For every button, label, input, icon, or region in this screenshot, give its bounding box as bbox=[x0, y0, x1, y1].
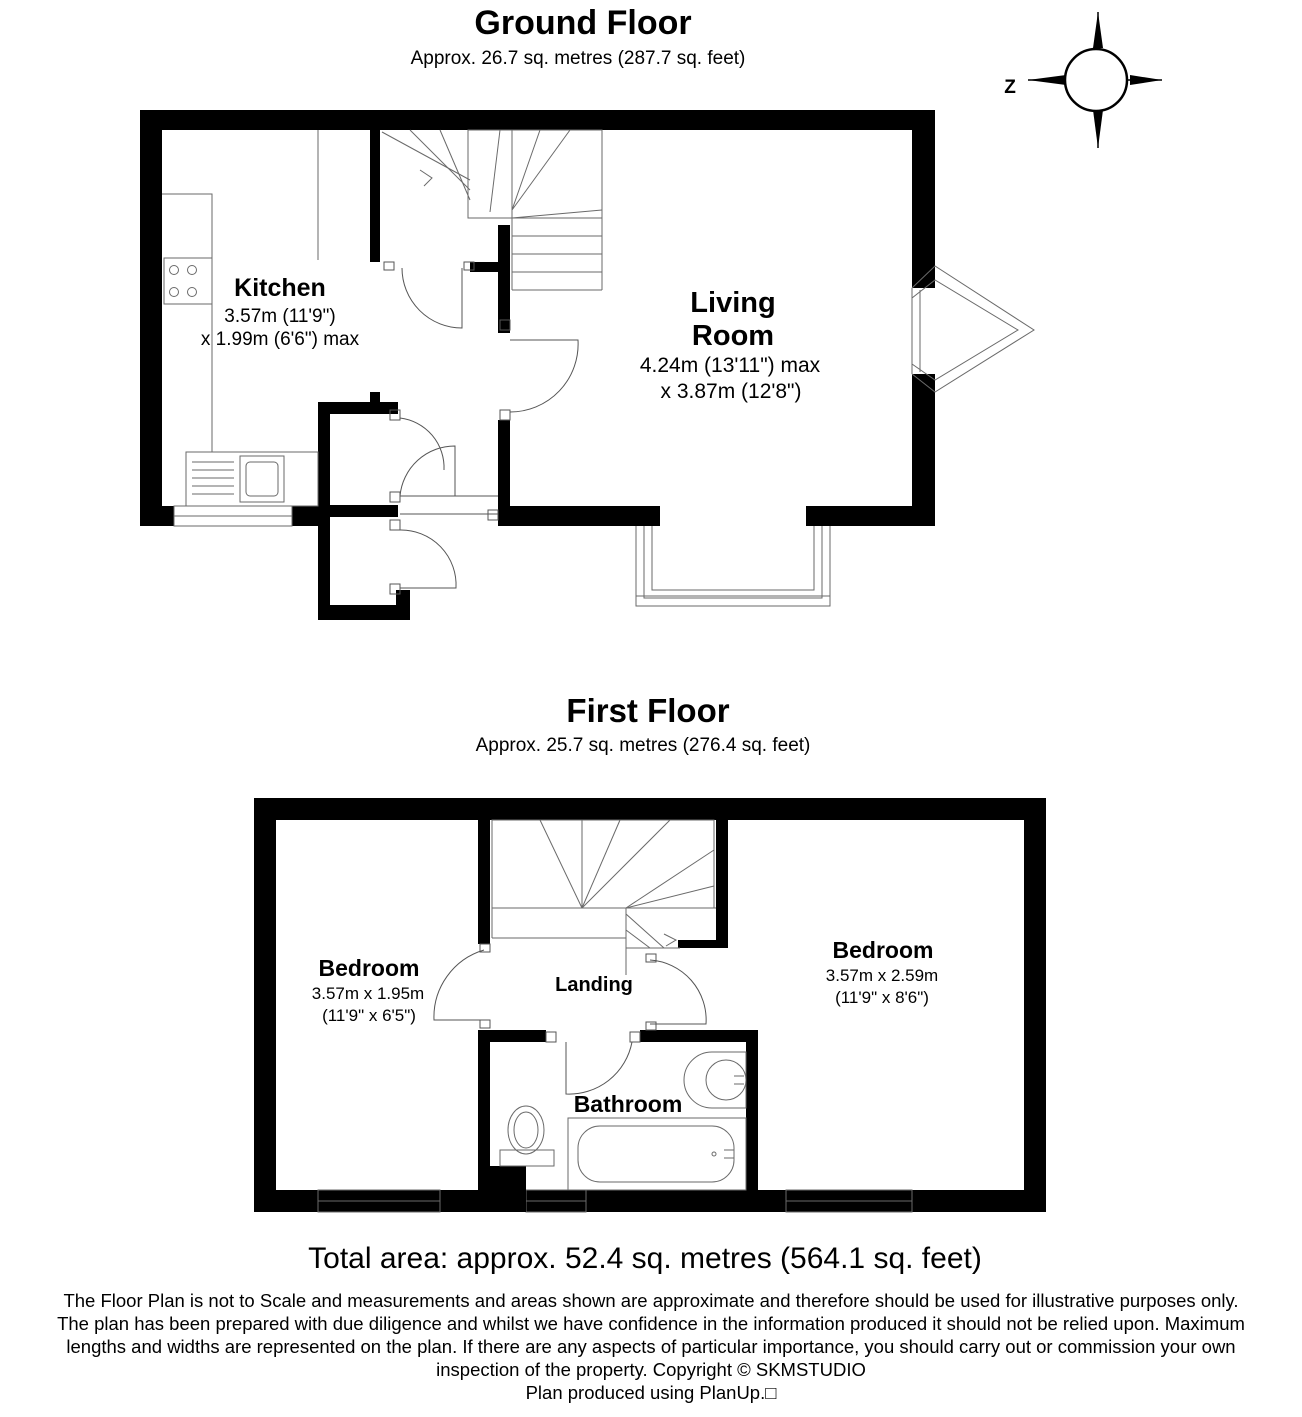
disclaimer-line-4: inspection of the property. Copyright © SKMSTUDIO bbox=[436, 1359, 866, 1380]
bedroom-west-dims-2: (11'9" x 6'5") bbox=[322, 1006, 416, 1025]
ground-floor-area: Approx. 26.7 sq. metres (287.7 sq. feet) bbox=[410, 48, 746, 69]
living-room-dims-2: x 3.87m (12'8") bbox=[660, 380, 802, 403]
first-staircase bbox=[492, 820, 716, 975]
living-room-name-2: Room bbox=[691, 320, 775, 352]
bathroom-name: Bathroom bbox=[573, 1091, 683, 1117]
ground-floor-plan bbox=[140, 110, 1034, 620]
bedroom-east-dims-1: 3.57m x 2.59m bbox=[825, 966, 939, 985]
kitchen-dims-1: 3.57m (11'9") bbox=[224, 306, 336, 327]
bathroom-fittings bbox=[500, 1052, 746, 1190]
living-room-name-1: Living bbox=[690, 287, 776, 319]
landing-name: Landing bbox=[555, 974, 633, 996]
disclaimer-line-2: The plan has been prepared with due diligence and whilst we have confidence in the information produced it should not be relied upon. Maximum bbox=[57, 1313, 1245, 1334]
ground-floor-title: Ground Floor bbox=[474, 4, 692, 42]
compass-label: Z bbox=[1004, 77, 1016, 98]
first-floor-title: First Floor bbox=[566, 692, 730, 729]
living-room-dims-1: 4.24m (13'11") max bbox=[639, 354, 821, 377]
ground-north-wall bbox=[140, 110, 935, 130]
first-east-wall bbox=[1024, 798, 1046, 1212]
first-west-wall bbox=[254, 798, 276, 1212]
kitchen-dims-2: x 1.99m (6'6") max bbox=[200, 329, 360, 350]
compass-icon bbox=[1028, 12, 1162, 148]
first-north-wall bbox=[254, 798, 1046, 820]
total-area: Total area: approx. 52.4 sq. metres (564.1 sq. feet) bbox=[308, 1242, 982, 1275]
bedroom-west-dims-1: 3.57m x 1.95m bbox=[311, 984, 425, 1003]
bedroom-west-name: Bedroom bbox=[318, 955, 420, 981]
disclaimer-line-1: The Floor Plan is not to Scale and measurements and areas shown are approximate and therefore should be used for illustrative purposes only. bbox=[63, 1290, 1239, 1311]
kitchen-name: Kitchen bbox=[234, 274, 326, 302]
disclaimer-line-3: lengths and widths are represented on the plan. If there are any aspects of particular importance, you should carry out or commission your own bbox=[66, 1336, 1236, 1357]
bedroom-east-name: Bedroom bbox=[832, 937, 934, 963]
living-room-bay-window bbox=[636, 526, 830, 606]
disclaimer-line-5: Plan produced using PlanUp.□ bbox=[525, 1382, 777, 1403]
bedroom-east-dims-2: (11'9" x 8'6") bbox=[835, 988, 929, 1007]
first-floor-area: Approx. 25.7 sq. metres (276.4 sq. feet) bbox=[475, 735, 811, 756]
ground-west-wall bbox=[140, 110, 162, 526]
